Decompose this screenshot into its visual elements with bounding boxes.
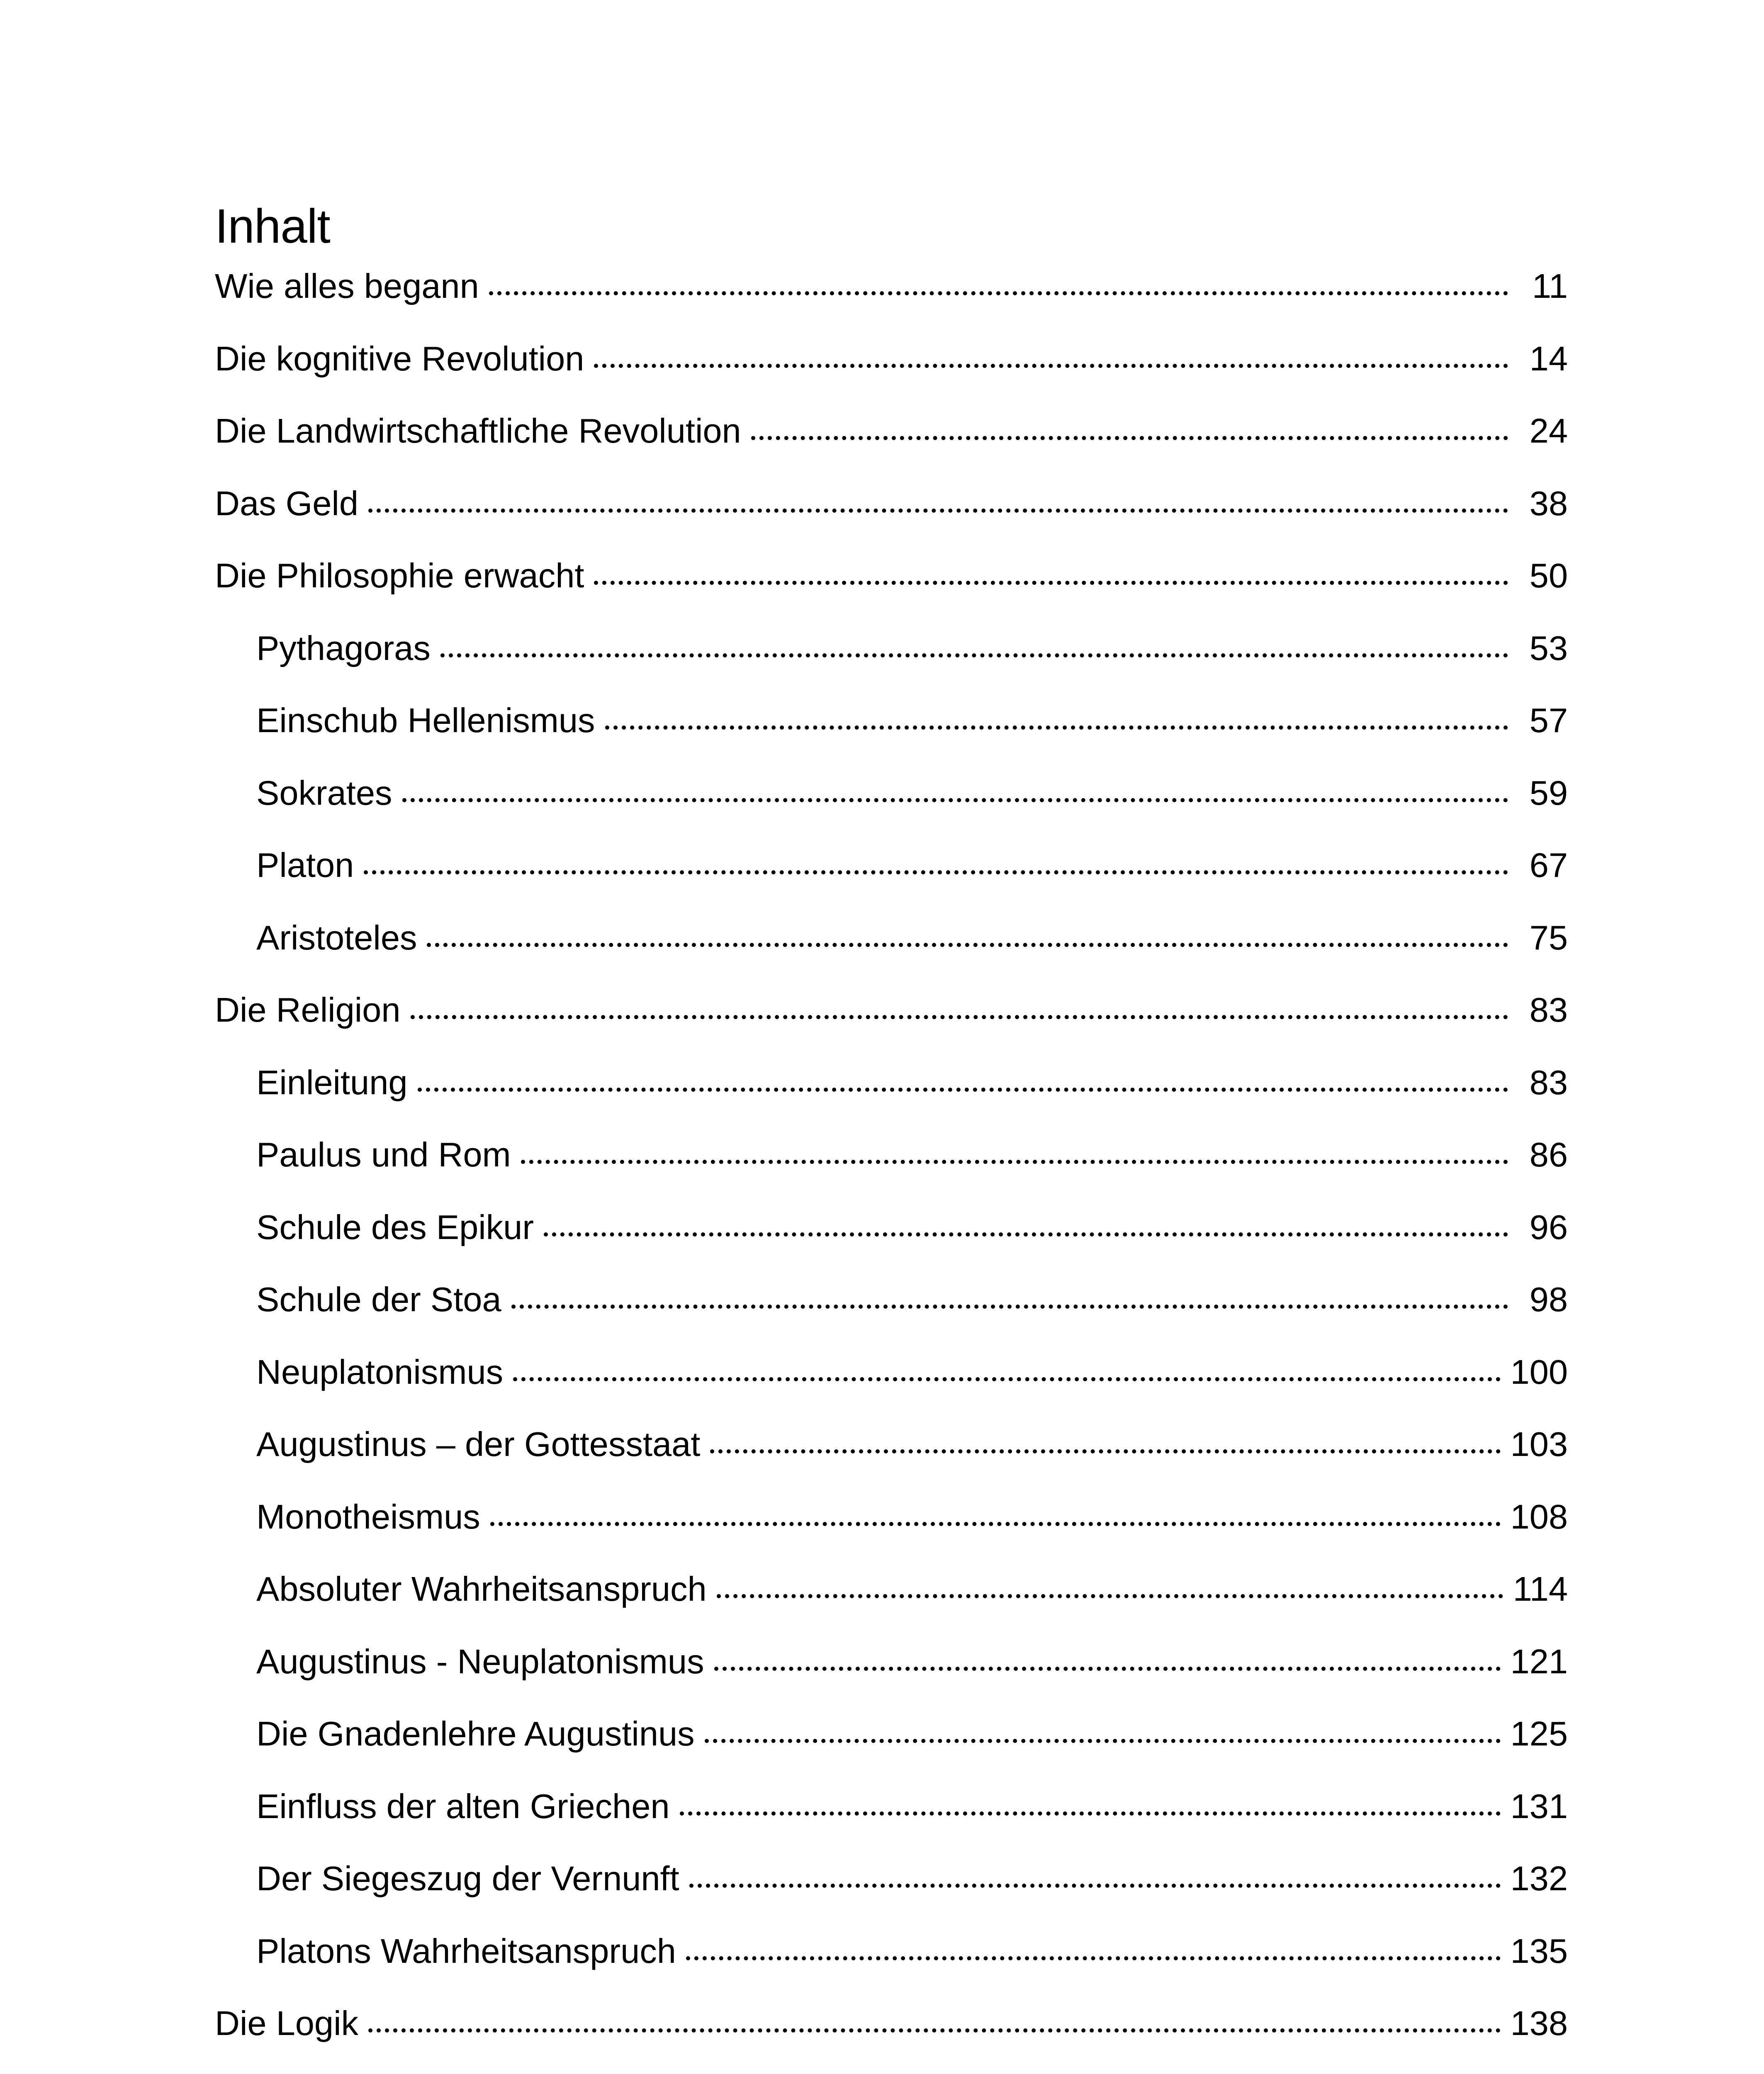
toc-entry-page: 53 <box>1529 628 1568 667</box>
toc-entry-page: 57 <box>1529 701 1568 740</box>
toc-entry-label: Wie alles begann <box>215 267 479 305</box>
toc-entry-label: Paulus und Rom <box>256 1135 511 1174</box>
toc-entry-label: Die Logik <box>215 2004 359 2042</box>
toc-entry-page: 75 <box>1529 918 1568 957</box>
toc-entry <box>215 555 1568 628</box>
toc-entry <box>215 1786 1568 1858</box>
toc-dot-leader <box>544 1232 1508 1237</box>
toc-entry-label: Monotheismus <box>256 1497 480 1536</box>
toc-dot-leader <box>440 653 1508 657</box>
toc-entry <box>215 700 1568 772</box>
toc-dot-leader <box>411 1015 1508 1019</box>
toc-dot-leader <box>402 798 1508 802</box>
toc-entry <box>215 1424 1568 1496</box>
toc-dot-leader <box>705 1739 1501 1743</box>
toc-entry-label: Aristoteles <box>256 918 417 957</box>
toc-dot-leader <box>418 1088 1508 1092</box>
toc-entry <box>215 1062 1568 1134</box>
toc-entry-page: 11 <box>1532 267 1568 305</box>
toc-entry-page: 121 <box>1510 1642 1568 1681</box>
toc-entry-page: 50 <box>1529 556 1568 595</box>
toc-dot-leader <box>717 1594 1503 1598</box>
toc-entry-label: Einleitung <box>256 1063 408 1102</box>
toc-dot-leader <box>680 1811 1501 1816</box>
toc-entry-page: 96 <box>1529 1207 1568 1246</box>
toc-entry <box>215 1641 1568 1714</box>
toc-entry-label: Platons Wahrheitsanspruch <box>256 1931 676 1970</box>
toc-entry-page: 114 <box>1513 1570 1568 1608</box>
toc-entry <box>215 1858 1568 1930</box>
toc-entry-label: Platon <box>256 846 354 884</box>
toc-dot-leader <box>714 1667 1501 1671</box>
toc-dot-leader <box>710 1449 1500 1453</box>
toc-dot-leader <box>427 943 1508 947</box>
toc-entry-label: Neuplatonismus <box>256 1352 504 1391</box>
toc-entry <box>215 1713 1568 1786</box>
toc-entry <box>215 1207 1568 1279</box>
toc-entry-label: Absoluter Wahrheitsanspruch <box>256 1570 707 1608</box>
toc-dot-leader <box>605 725 1508 730</box>
toc-entry-page: 98 <box>1529 1280 1568 1319</box>
toc-entry <box>215 1134 1568 1207</box>
toc-dot-leader <box>490 1522 1501 1526</box>
toc-dot-leader <box>594 581 1508 585</box>
toc-entry <box>215 483 1568 555</box>
toc-dot-leader <box>513 1377 1500 1381</box>
toc-entry-page: 135 <box>1510 1931 1568 1970</box>
toc-entry-page: 83 <box>1529 1063 1568 1102</box>
toc-entry <box>215 1351 1568 1424</box>
toc-entry-page: 103 <box>1510 1425 1568 1463</box>
toc-entry-page: 132 <box>1510 1859 1568 1898</box>
toc-entry-label: Einschub Hellenismus <box>256 701 595 740</box>
toc-entry-page: 24 <box>1529 411 1568 450</box>
toc-entry-page: 138 <box>1510 2004 1568 2042</box>
toc-entry-page: 83 <box>1529 991 1568 1029</box>
toc-entry-label: Einfluss der alten Griechen <box>256 1787 670 1826</box>
toc-entry-label: Pythagoras <box>256 628 431 667</box>
toc-dot-leader <box>594 364 1508 368</box>
toc-entry-page: 14 <box>1529 339 1568 378</box>
toc-entry <box>215 845 1568 917</box>
toc-entry-page: 108 <box>1510 1497 1568 1536</box>
toc-entry <box>215 989 1568 1062</box>
toc-entry-label: Schule der Stoa <box>256 1280 501 1319</box>
toc-dot-leader <box>689 1884 1501 1888</box>
toc-entry-label: Augustinus – der Gottesstaat <box>256 1425 701 1463</box>
toc-dot-leader <box>511 1305 1508 1309</box>
toc-entry-page: 131 <box>1510 1787 1568 1826</box>
toc-entry-page: 125 <box>1510 1714 1568 1753</box>
toc-entry-label: Das Geld <box>215 484 358 523</box>
toc-entry <box>215 265 1568 338</box>
toc-entry <box>215 628 1568 700</box>
toc-entry-label: Die Philosophie erwacht <box>215 556 584 595</box>
toc-entry-label: Schule des Epikur <box>256 1207 534 1246</box>
toc-entry-label: Sokrates <box>256 773 392 812</box>
toc-entry <box>215 917 1568 990</box>
toc-entry <box>215 772 1568 845</box>
toc-entry-page: 100 <box>1510 1352 1568 1391</box>
toc-entry-page: 59 <box>1529 773 1568 812</box>
toc-entry-label: Der Siegeszug der Vernunft <box>256 1859 679 1898</box>
toc-dot-leader <box>751 436 1508 440</box>
toc-dot-leader <box>364 870 1508 874</box>
toc-entry-label: Die Religion <box>215 991 401 1029</box>
toc-entry-page: 38 <box>1529 484 1568 523</box>
toc-dot-leader <box>368 2028 1500 2033</box>
toc-entry <box>215 1930 1568 2003</box>
toc-dot-leader <box>521 1160 1508 1164</box>
toc-entry-label: Die Landwirtschaftliche Revolution <box>215 411 741 450</box>
toc-dot-leader <box>489 291 1508 295</box>
toc-entry-label: Augustinus - Neuplatonismus <box>256 1642 704 1681</box>
toc-dot-leader <box>686 1956 1501 1960</box>
toc-entry <box>215 410 1568 483</box>
toc-entry-label: Die Gnadenlehre Augustinus <box>256 1714 695 1753</box>
toc-entry <box>215 1568 1568 1641</box>
toc-entry <box>215 1496 1568 1569</box>
toc-entry <box>215 1279 1568 1351</box>
toc-dot-leader <box>368 509 1508 513</box>
toc-entry-page: 86 <box>1529 1135 1568 1174</box>
toc-entry <box>215 2003 1568 2074</box>
toc-title: Inhalt <box>215 199 330 253</box>
toc-entry-page: 67 <box>1529 846 1568 884</box>
toc-entry <box>215 338 1568 411</box>
toc-entry-label: Die kognitive Revolution <box>215 339 584 378</box>
toc-list <box>215 265 1568 2074</box>
